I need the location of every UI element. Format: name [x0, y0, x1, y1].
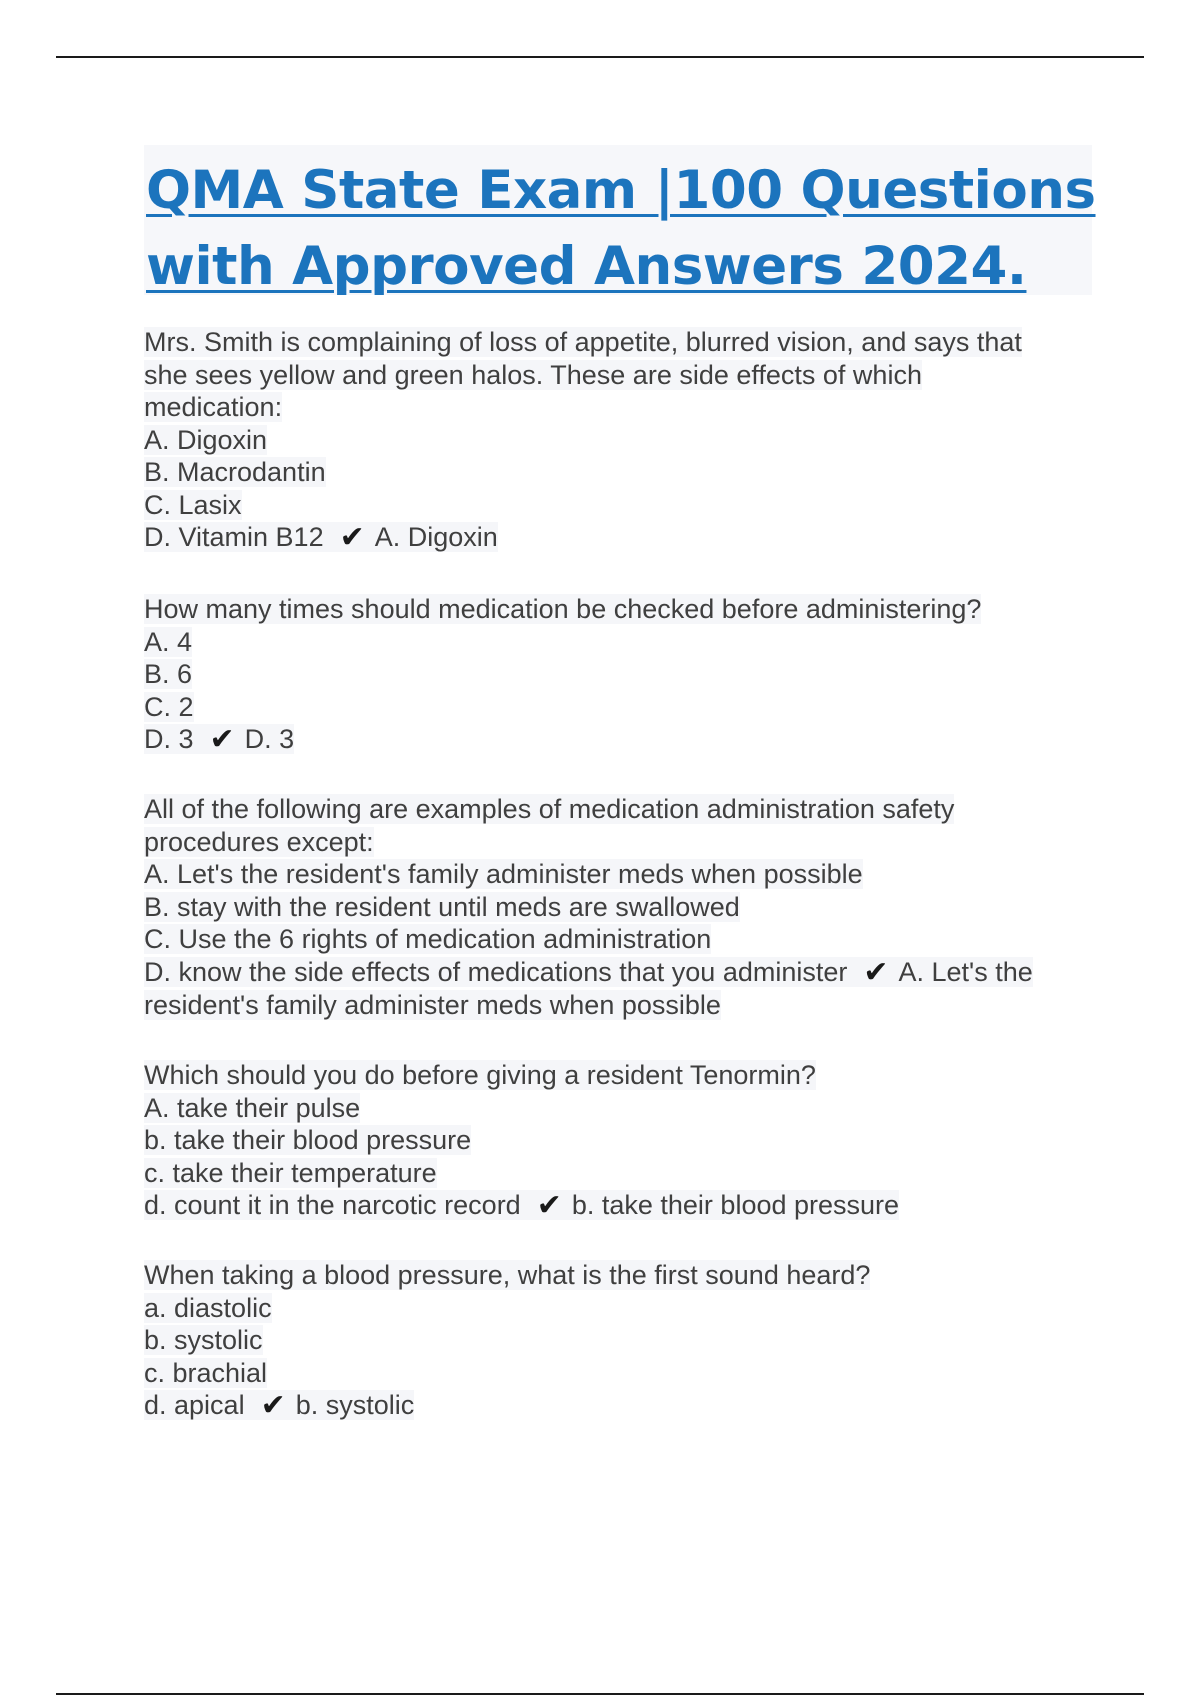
question-2 [144, 593, 1084, 757]
footer-rule [56, 1693, 1144, 1695]
title-line-2: with Approved Answers 2024. [146, 236, 1027, 297]
question-stem: Mrs. Smith is complaining of loss of appetite, blurred vision, and says that [144, 327, 1022, 357]
title-block [144, 145, 1096, 297]
question-stem: procedures except: [144, 826, 374, 857]
question-stem: medication: [144, 392, 283, 422]
option-b: B. Macrodantin [144, 457, 326, 487]
option-d: d. count it in the narcotic record [144, 1190, 521, 1220]
correct-answer: A. Digoxin [374, 522, 498, 552]
question-5 [144, 1259, 1084, 1423]
option-d: d. apical [144, 1390, 245, 1420]
option-d: D. 3 [144, 724, 194, 754]
correct-answer: b. systolic [295, 1390, 415, 1420]
option-c: C. Use the 6 rights of medication administration [144, 924, 712, 954]
question-stem: All of the following are examples of medication administration safety [144, 794, 955, 824]
question-stem: Which should you do before giving a resident Tenormin? [144, 1060, 816, 1090]
correct-answer: A. Let's the [898, 956, 1033, 987]
check-icon: ✔ [260, 1389, 286, 1422]
option-a: A. Digoxin [144, 424, 268, 455]
option-b: b. take their blood pressure [144, 1125, 472, 1155]
document-title [144, 145, 1096, 305]
option-b: B. 6 [144, 659, 193, 689]
correct-answer: b. take their blood pressure [571, 1190, 900, 1220]
option-a: a. diastolic [144, 1292, 272, 1323]
option-a: A. take their pulse [144, 1092, 361, 1123]
question-4 [144, 1059, 1084, 1223]
question-stem: When taking a blood pressure, what is the first sound heard? [144, 1260, 871, 1290]
option-b: b. systolic [144, 1325, 263, 1355]
question-stem: How many times should medication be checked before administering? [144, 594, 982, 624]
option-a: A. 4 [144, 626, 193, 657]
option-b: B. stay with the resident until meds are swallowed [144, 891, 740, 922]
check-icon: ✔ [339, 521, 365, 554]
option-d: D. Vitamin B12 [144, 522, 324, 552]
check-icon: ✔ [209, 723, 235, 756]
option-c: C. 2 [144, 691, 194, 722]
option-c: c. take their temperature [144, 1157, 437, 1188]
option-c: c. brachial [144, 1357, 268, 1388]
question-stem: she sees yellow and green halos. These are side effects of which [144, 359, 922, 390]
check-icon: ✔ [536, 1189, 562, 1222]
title-line-1: QMA State Exam |100 Questions [146, 160, 1096, 221]
correct-answer: D. 3 [244, 724, 295, 754]
check-icon: ✔ [863, 955, 889, 989]
correct-answer-continued: resident's family administer meds when possible [144, 990, 721, 1020]
option-c: C. Lasix [144, 489, 242, 520]
option-d: D. know the side effects of medications that you administer [144, 956, 848, 987]
question-1 [144, 326, 1084, 555]
question-3 [144, 793, 1084, 1022]
option-a: A. Let's the resident's family administer meds when possible [144, 859, 863, 889]
header-rule [56, 56, 1144, 58]
